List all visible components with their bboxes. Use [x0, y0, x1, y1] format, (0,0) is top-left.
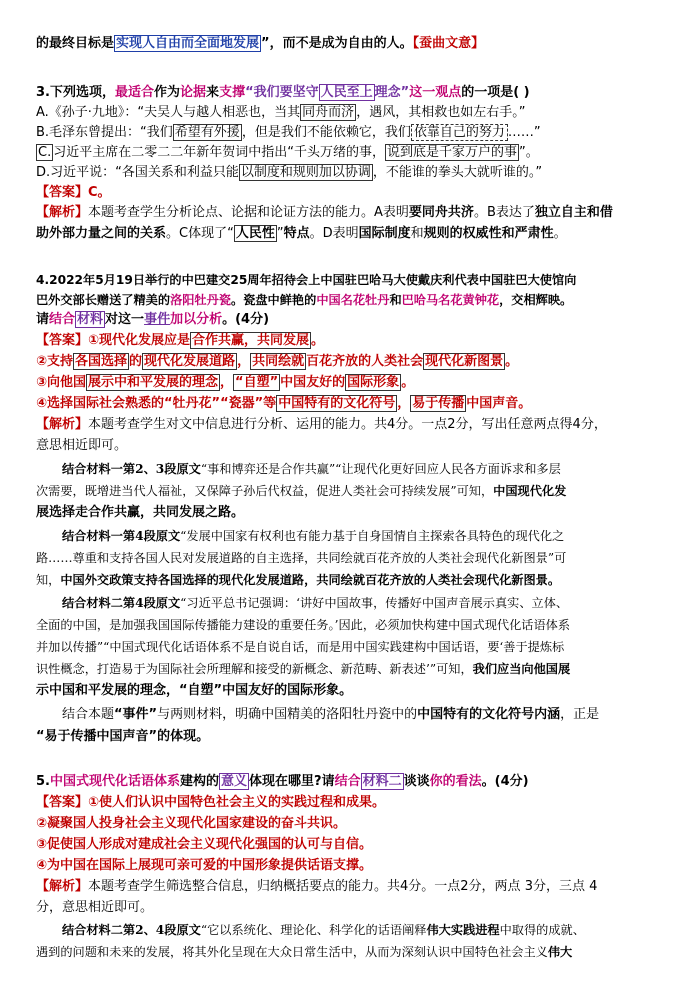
q4-title-2: 巴外交部长赠送了精美的洛阳牡丹瓷。瓷盘中鲜艳的中国名花牡丹和巴哈马名花黄钟花，交相辉映。 — [36, 293, 573, 307]
q5-title: 5.中国式现代化话语体系建构的 意义 体现在哪里?请结合 材料二 谈谈你的看法。(4分) — [36, 774, 529, 789]
q4-para-3a: 结合材料二第4段原文“习近平总书记强调：‘讲好中国故事，传播好中国声音展示真实、立体、 — [62, 596, 569, 610]
q3-answer: 【答案】C。 — [36, 185, 111, 200]
q5-para-1b: 遇到的问题和未来的发展，将其外化呈现在大众日常生活中，从而为深刻认识中国特色社会主义伟大 — [36, 945, 573, 959]
q4-para-3c: 并加以传播”“中国式现代化话语体系不是自说自话，而是用中国实践建构中国话语，要‘善于提炼标 — [36, 640, 565, 654]
q5-answer-3: ③促使国人形成对建成社会主义现代化强国的认可与自信。 — [36, 837, 373, 852]
q3-title: 3.下列选项，最适合作为论据来支撑“我们要坚守 人民至上 理念”这一观点的一项是( ) — [36, 85, 530, 100]
q4-analysis-2: 意思相近即可。 — [36, 438, 128, 453]
q4-para-4a: 结合本题“事件”与两则材料，明确中国精美的洛阳牡丹瓷中的中国特有的文化符号内涵，正是 — [62, 707, 600, 722]
q5-analysis-2: 分，意思相近即可。 — [36, 900, 154, 915]
q4-analysis-1: 【解析】本题考查学生对文中信息进行分析、运用的能力。共4分。一点2分，写出任意两点得4分， — [36, 417, 607, 432]
q3-analysis-1: 【解析】本题考查学生分析论点、论据和论证方法的能力。A表明要同舟共济。B表达了独立自主和借 — [36, 205, 613, 220]
q4-para-2a: 结合材料一第4段原文“发展中国家有权利也有能力基于自身国情自主探索各具特色的现代化之 — [62, 529, 565, 543]
q4-title-3: 请结合 材料 对这一事件加以分析。(4分) — [36, 312, 270, 327]
q4-answer-2: ②支持 各国选择 的 现代化发展道路 ， 共同绘就 百花齐放的人类社会 现代化新图景 。 — [36, 354, 519, 369]
q5-analysis-1: 【解析】本题考查学生筛选整合信息，归纳概括要点的能力。共4分。一点2分，两点 3分，三点 4 — [36, 879, 598, 894]
q4-title-1: 4.2022年5月19日举行的中巴建交25周年招待会上中国驻巴哈马大使戴庆利代表中国驻巴大使馆向 — [36, 273, 577, 287]
q5-para-1a: 结合材料二第2、4段原文“它以系统化、理论化、科学化的话语阐释伟大实践进程中取得的成就、 — [62, 923, 585, 937]
q4-para-2b: 路……尊重和支持各国人民对发展道路的自主选择，共同绘就百花齐放的人类社会现代化新图景”可 — [36, 551, 567, 565]
q3-analysis-2: 助外部力量之间的关系。C体现了“ 人民性 ”特点。D表明国际制度和规则的权威性和严肃性。 — [36, 226, 567, 241]
q5-answer-4: ④为中国在国际上展现可亲可爱的中国形象提供话语支撑。 — [36, 858, 373, 873]
q4-para-2c: 知，中国外交政策支持各国选择的现代化发展道路，共同绘就百花齐放的人类社会现代化新图景。 — [36, 573, 561, 587]
q4-para-3b: 全面的中国，是加强我国国际传播能力建设的重要任务。’因此，必须加快构建中国式现代化话语体系 — [36, 618, 571, 632]
q4-para-3e: 示中国和平发展的理念，“自塑”中国友好的国际形象。 — [36, 683, 353, 698]
q4-para-3d: 识性概念，打造易于为国际社会所理解和接受的新概念、新范畴、新表述’”可知，我们应当向他国展 — [36, 662, 571, 676]
q4-para-1c: 展选择走合作共赢，共同发展之路。 — [36, 505, 245, 520]
q4-para-1a: 结合材料一第2、3段原文“事和博弈还是合作共赢”“让现代化更好回应人民各方面诉求和多层 — [62, 462, 561, 476]
q4-answer-1: 【答案】①现代化发展应是 合作共赢，共同发展 。 — [36, 333, 325, 348]
q5-answer-1: 【答案】①使人们认识中国特色社会主义的实践过程和成果。 — [36, 795, 386, 810]
q4-answer-3: ③向他国 展示中和平发展的理念 ， “自塑” 中国友好的 国际形象 。 — [36, 375, 415, 390]
q3-option-c: C. 习近平主席在二零二二年新年贺词中指出“千头万绪的事， 说到底是千家万户的事 ”。 — [38, 145, 539, 160]
intro-line: 的最终目标是 实现人自由而全面地发展 ”，而不是成为自由的人。【蚕曲文意】 — [36, 36, 485, 51]
q3-option-d: D.习近平说：“各国关系和利益只能 以制度和规则加以协调 ，不能谁的拳头大就听谁的。” — [36, 165, 543, 180]
q4-answer-4: ④选择国际社会熟悉的“牡丹花”“瓷器”等 中国特有的文化符号 ， 易于传播 中国声音。 — [36, 396, 532, 411]
q3-option-b: B.毛泽东曾提出：“我们 希望有外援 ，但是我们不能依赖它，我们 依靠自己的努力 ……” — [36, 125, 541, 140]
q4-para-4b: “易于传播中国声音”的体现。 — [36, 729, 210, 744]
q5-answer-2: ②凝聚国人投身社会主义现代化国家建设的奋斗共识。 — [36, 816, 347, 831]
q3-option-a: A.《孙子·九地》：“夫吴人与越人相恶也，当其 同舟而济 ，遇风，其相救也如左右手。” — [36, 105, 526, 120]
q4-para-1b: 次需要，既增进当代人福祉，又保障子孙后代权益，促进人类社会可持续发展”可知，中国现代化发 — [36, 484, 567, 498]
